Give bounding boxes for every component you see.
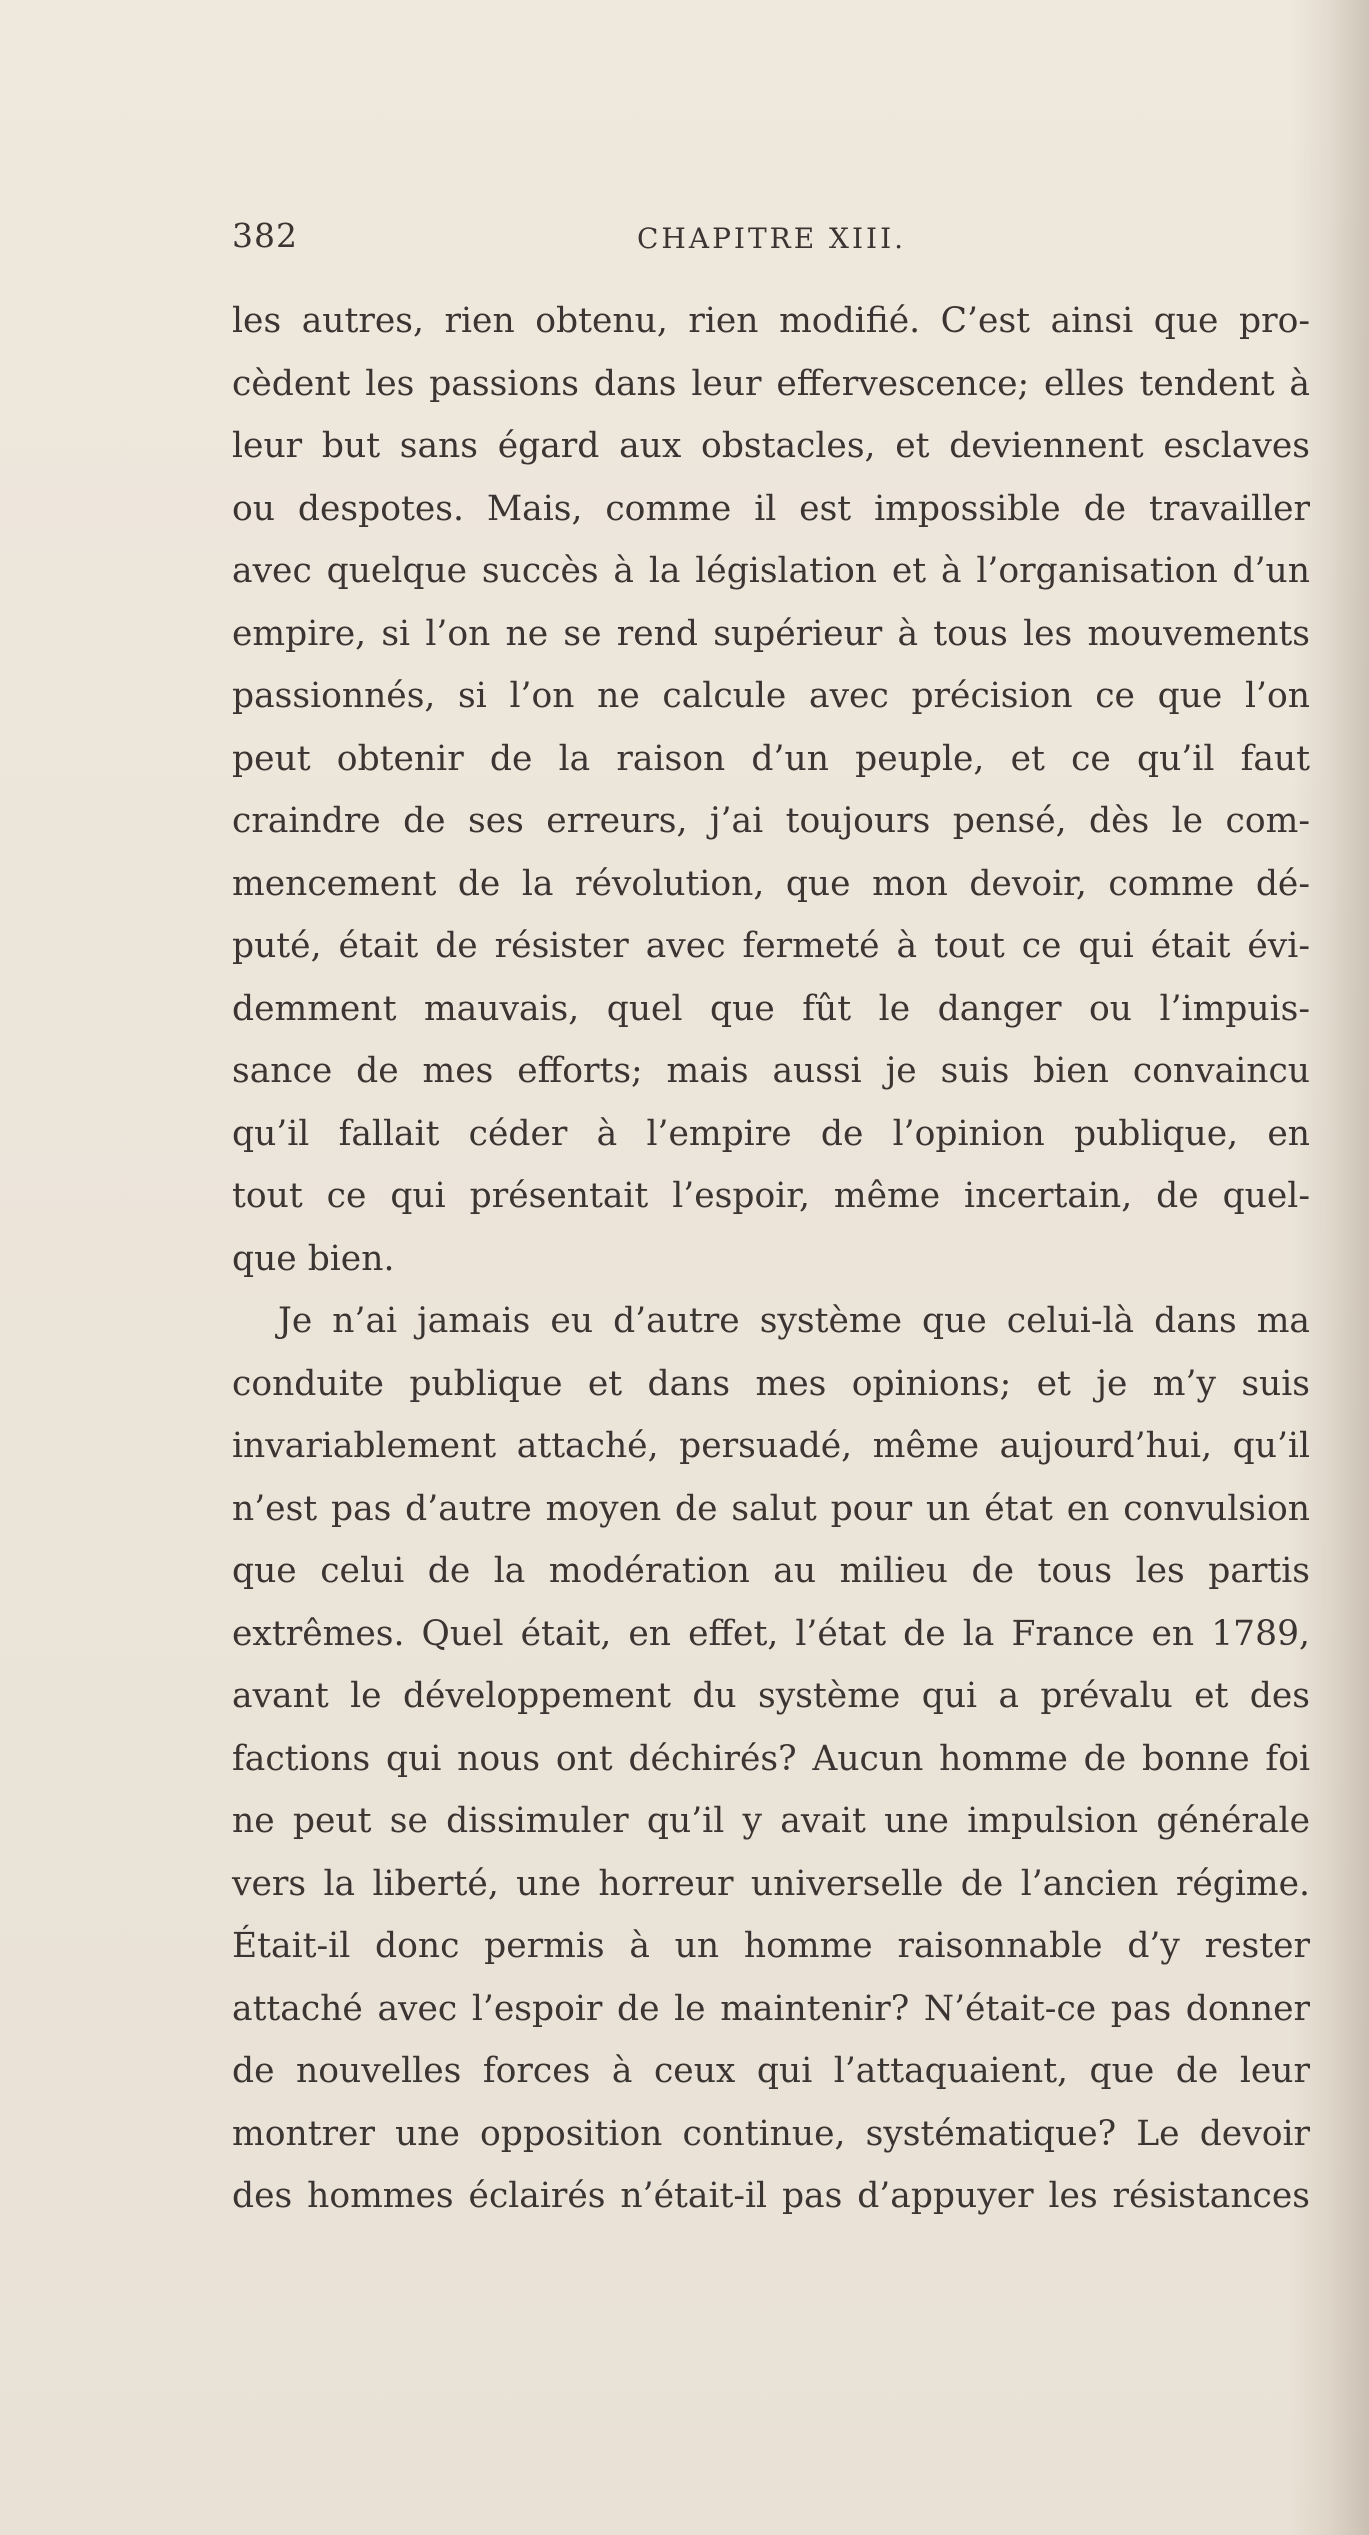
text-line: que celui de la modération au milieu de tous les partis [232, 1551, 1310, 1591]
text-line: qu’il fallait céder à l’empire de l’opinion publique, en [232, 1113, 1310, 1154]
text-line: leur but sans égard aux obstacles, et deviennent esclaves [232, 426, 1310, 466]
running-head: CHAPITRE XIII. [637, 222, 907, 255]
text-line: demment mauvais, quel que fût le danger ou l’impuis- [232, 988, 1310, 1029]
text-line: Je n’ai jamais eu d’autre système que celui-là dans ma [278, 1301, 1310, 1341]
text-line: conduite publique et dans mes opinions; et je m’y suis [232, 1363, 1310, 1404]
paragraph [232, 290, 1310, 1290]
text-line: ne peut se dissimuler qu’il y avait une impulsion générale [232, 1801, 1310, 1841]
text-line: attaché avec l’espoir de le maintenir? N’était-ce pas donner [232, 1988, 1310, 2029]
text-line: cèdent les passions dans leur effervescence; elles tendent à [232, 363, 1310, 404]
page-header [232, 216, 1332, 266]
text-line: que bien. [232, 1238, 395, 1279]
text-line: peut obtenir de la raison d’un peuple, et ce qu’il faut [232, 738, 1310, 779]
text-line: avant le développement du système qui a prévalu et des [232, 1676, 1310, 1716]
text-line: ou despotes. Mais, comme il est impossible de travailler [232, 488, 1310, 529]
text-line: passionnés, si l’on ne calcule avec précision ce que l’on [232, 676, 1310, 716]
text-line: les autres, rien obtenu, rien modifié. C’est ainsi que pro- [232, 301, 1310, 341]
text-line: craindre de ses erreurs, j’ai toujours pensé, dès le com- [232, 801, 1310, 841]
text-line: montrer une opposition continue, systématique? Le devoir [232, 2113, 1310, 2154]
text-line: avec quelque succès à la législation et à l’organisation d’un [232, 551, 1310, 591]
page-number: 382 [232, 216, 298, 255]
text-line: sance de mes efforts; mais aussi je suis bien convaincu [232, 1051, 1310, 1091]
text-line: n’est pas d’autre moyen de salut pour un état en convulsion [232, 1488, 1310, 1529]
text-line: invariablement attaché, persuadé, même aujourd’hui, qu’il [232, 1426, 1310, 1466]
text-line: empire, si l’on ne se rend supérieur à tous les mouvements [232, 613, 1310, 654]
text-line: tout ce qui présentait l’espoir, même incertain, de quel- [232, 1176, 1310, 1216]
text-line: puté, était de résister avec fermeté à tout ce qui était évi- [232, 926, 1310, 966]
paragraph [232, 1290, 1310, 2228]
text-line: factions qui nous ont déchirés? Aucun homme de bonne foi [232, 1738, 1310, 1779]
text-line: des hommes éclairés n’était-il pas d’appuyer les résistances [232, 2176, 1310, 2216]
body-text [232, 290, 1310, 2228]
text-line: de nouvelles forces à ceux qui l’attaquaient, que de leur [232, 2051, 1310, 2091]
text-line: vers la liberté, une horreur universelle de l’ancien régime. [232, 1863, 1310, 1904]
text-line: mencement de la révolution, que mon devoir, comme dé- [232, 863, 1310, 904]
text-line: Était-il donc permis à un homme raisonnable d’y rester [232, 1926, 1310, 1966]
text-line: extrêmes. Quel était, en effet, l’état de la France en 1789, [232, 1613, 1310, 1654]
